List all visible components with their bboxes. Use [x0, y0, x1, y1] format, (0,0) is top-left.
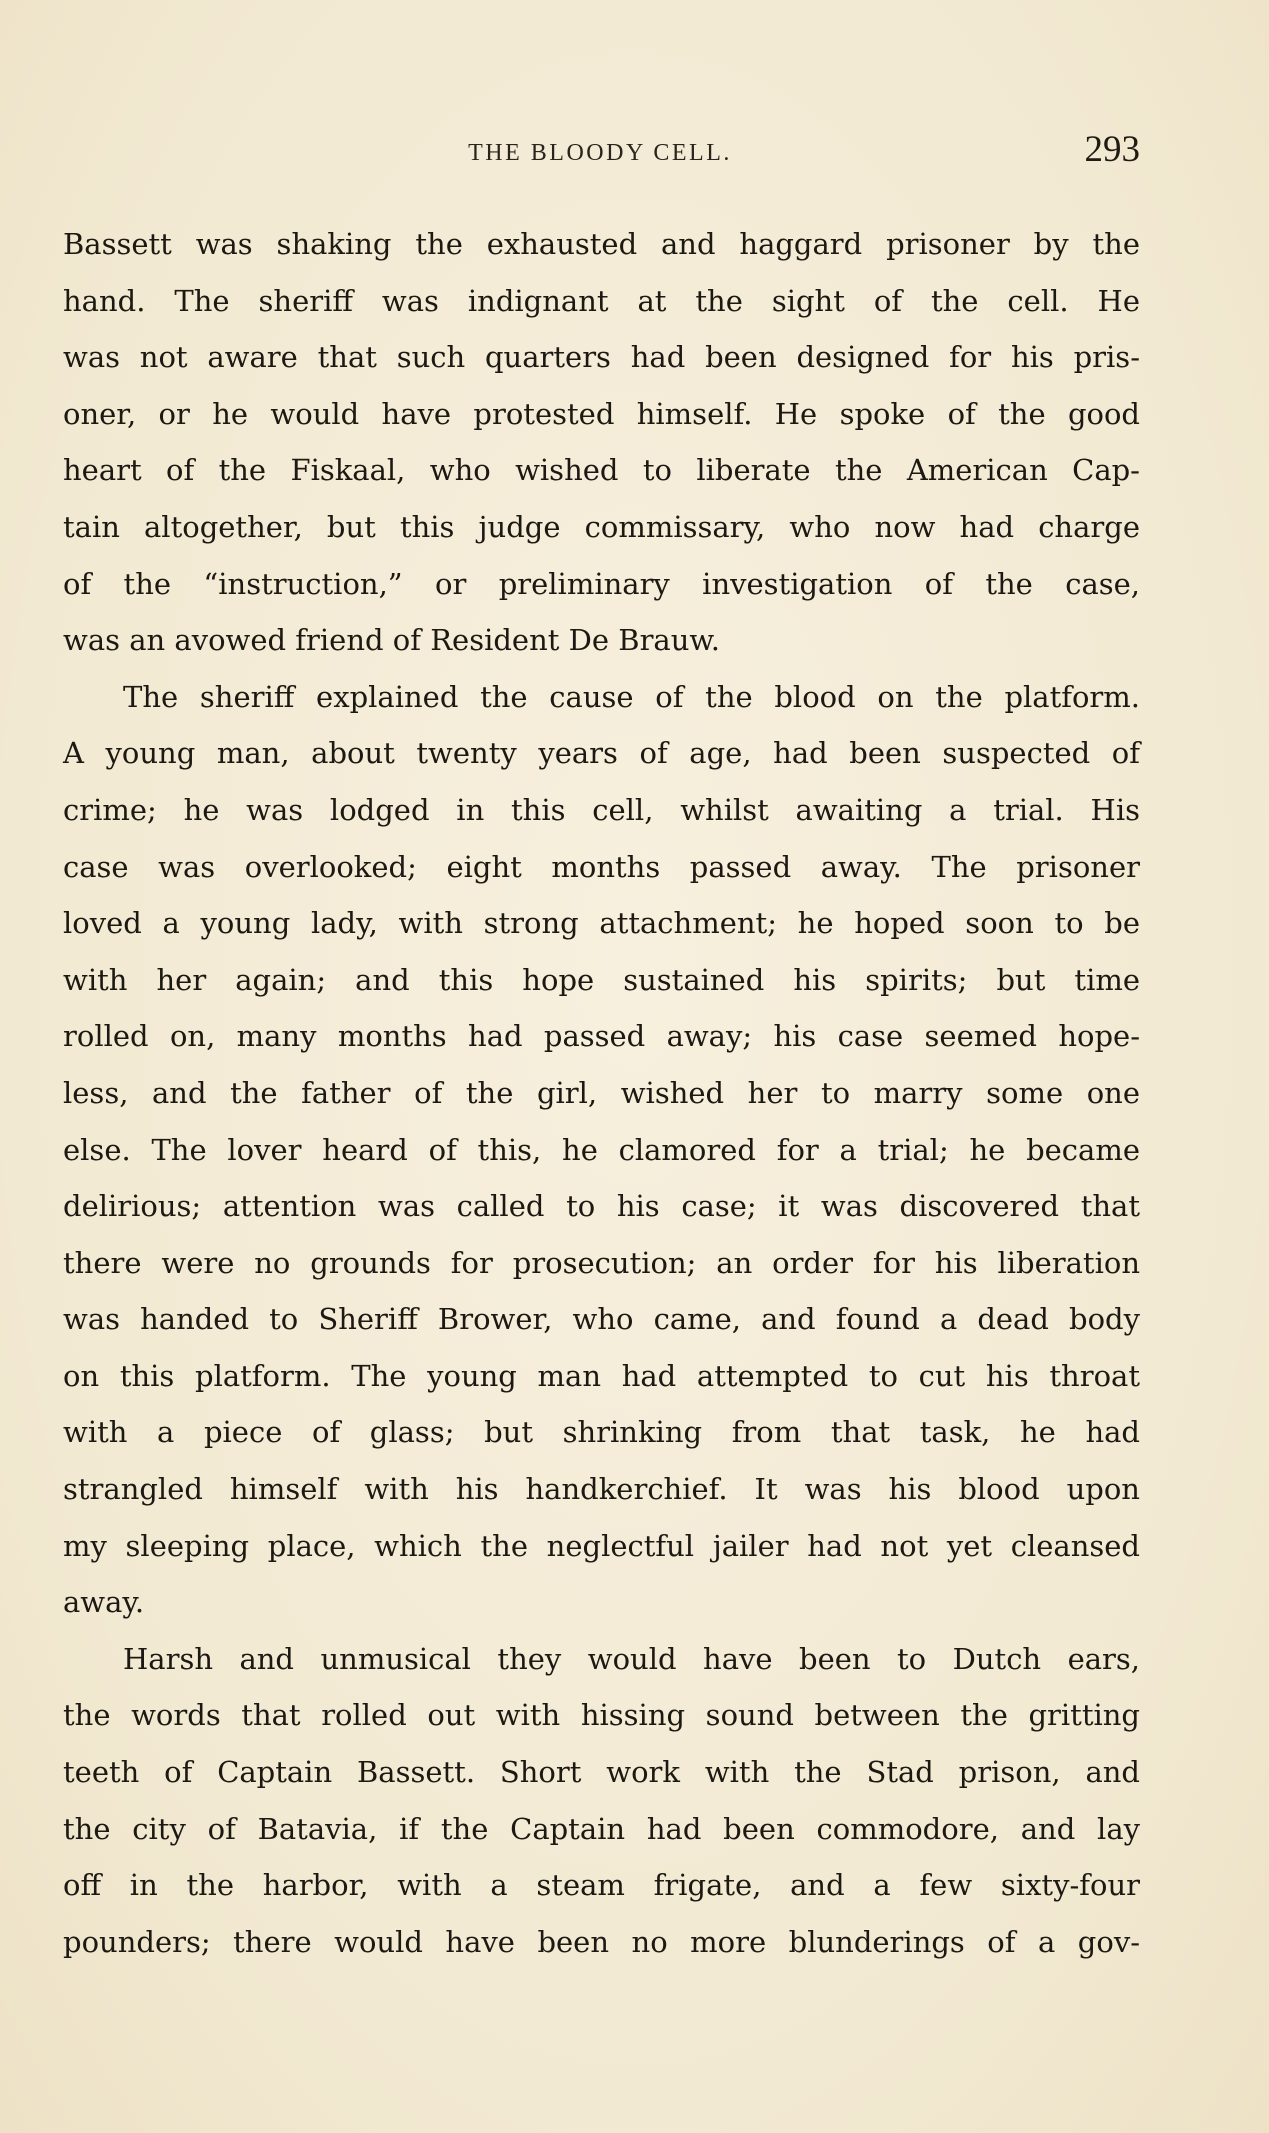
text-line: hand. The sheriff was indignant at the sight of the cell. He	[63, 283, 1140, 318]
text-line: less, and the father of the girl, wished her to marry some one	[63, 1075, 1140, 1110]
text-line: A young man, about twenty years of age, had been suspected of	[63, 736, 1140, 771]
text-line: pounders; there would have been no more blunderings of a gov-	[63, 1924, 1140, 1959]
text-line: off in the harbor, with a steam frigate, and a few sixty-four	[63, 1868, 1140, 1903]
text-line: crime; he was lodged in this cell, whilst awaiting a trial. His	[63, 792, 1140, 827]
text-line: away.	[63, 1585, 145, 1620]
text-line: was handed to Sheriff Brower, who came, and found a dead body	[63, 1302, 1140, 1337]
running-head: THE BLOODY CELL.	[468, 140, 732, 166]
text-line: Harsh and unmusical they would have been to Dutch ears,	[123, 1641, 1140, 1676]
text-line: there were no grounds for prosecution; an order for his liberation	[63, 1245, 1140, 1280]
text-line: with her again; and this hope sustained his spirits; but time	[63, 962, 1140, 997]
text-line: with a piece of glass; but shrinking from that task, he had	[63, 1415, 1140, 1450]
text-line: loved a young lady, with strong attachment; he hoped soon to be	[63, 906, 1140, 941]
text-line: rolled on, many months had passed away; his case seemed hope-	[63, 1019, 1140, 1054]
text-line: The sheriff explained the cause of the blood on the platform.	[123, 679, 1140, 714]
text-line: on this platform. The young man had attempted to cut his throat	[63, 1358, 1140, 1393]
text-line: my sleeping place, which the neglectful jailer had not yet cleansed	[63, 1528, 1140, 1563]
text-line: heart of the Fiskaal, who wished to liberate the American Cap-	[63, 453, 1140, 488]
text-line: teeth of Captain Bassett. Short work with the Stad prison, and	[63, 1755, 1140, 1790]
text-line: tain altogether, but this judge commissary, who now had charge	[63, 509, 1140, 544]
text-line: the words that rolled out with hissing sound between the gritting	[63, 1698, 1140, 1733]
text-line: case was overlooked; eight months passed away. The prisoner	[63, 849, 1140, 884]
text-line: was not aware that such quarters had been designed for his pris-	[63, 340, 1140, 375]
text-line: strangled himself with his handkerchief. It was his blood upon	[63, 1472, 1140, 1507]
text-line: delirious; attention was called to his case; it was discovered that	[63, 1189, 1140, 1224]
text-line: else. The lover heard of this, he clamored for a trial; he became	[63, 1132, 1140, 1167]
text-line: of the “instruction,” or preliminary investigation of the case,	[63, 566, 1140, 601]
text-line: oner, or he would have protested himself. He spoke of the good	[63, 396, 1140, 431]
text-line: Bassett was shaking the exhausted and haggard prisoner by the	[63, 227, 1140, 261]
page-number: 293	[1084, 129, 1140, 170]
page-header	[60, 128, 1140, 188]
body-text	[63, 216, 1140, 1970]
text-line: the city of Batavia, if the Captain had been commodore, and lay	[63, 1811, 1140, 1846]
text-line: was an avowed friend of Resident De Brauw.	[63, 623, 721, 658]
